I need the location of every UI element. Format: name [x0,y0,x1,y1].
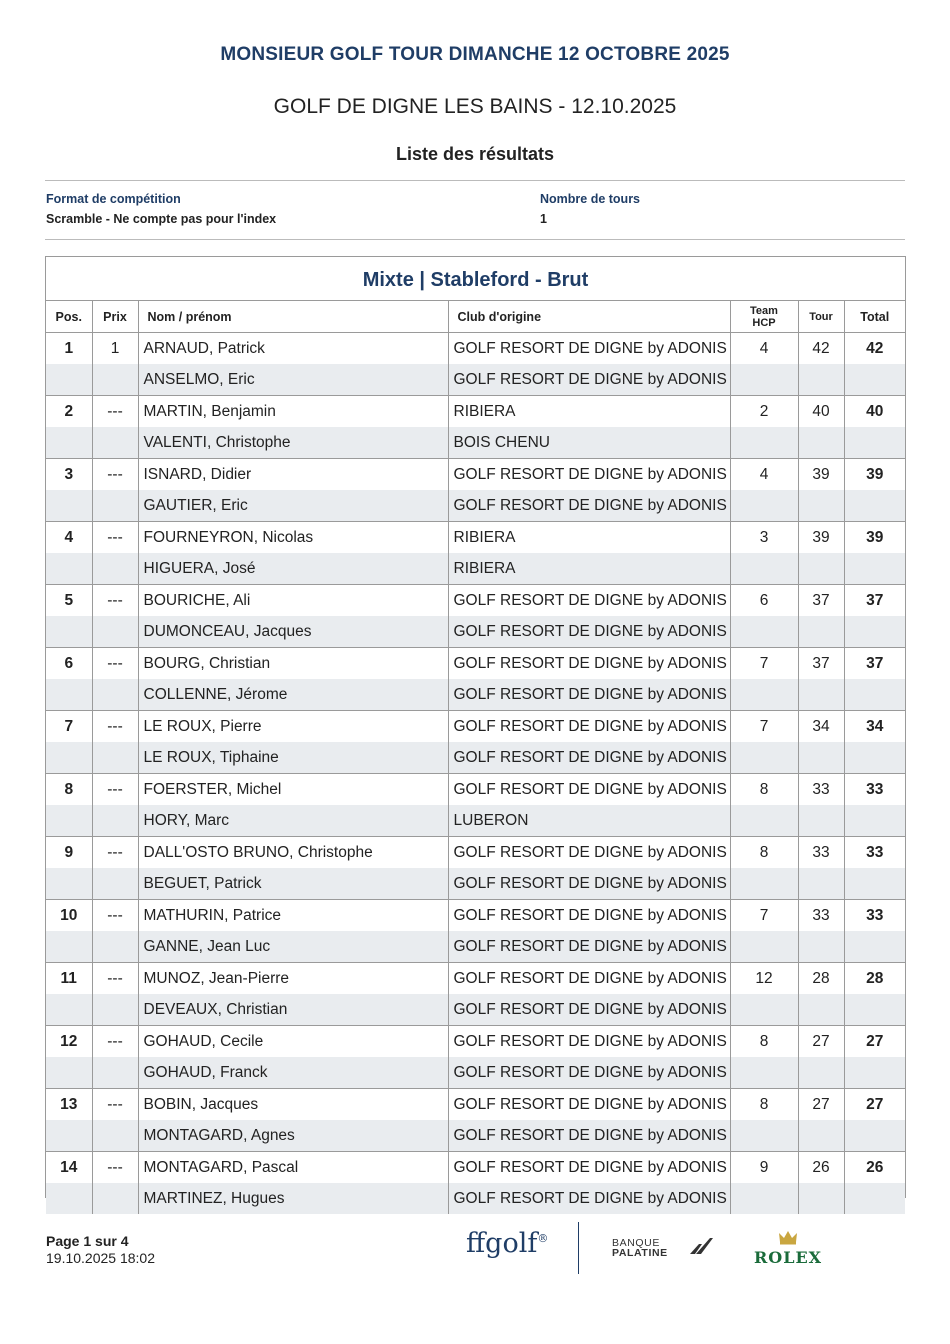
col-header-team: Team [750,304,778,317]
club-cell: GOLF RESORT DE DIGNE by ADONIS [448,364,730,396]
player-name-cell: MUNOZ, Jean-Pierre [138,963,448,995]
team-row-player-2 [46,742,905,774]
club-cell: BOIS CHENU [448,427,730,459]
banque-palatine-logo [612,1238,668,1258]
club-cell: GOLF RESORT DE DIGNE by ADONIS [448,774,730,806]
divider-bottom [45,239,905,240]
tour-cell-empty [798,805,844,837]
prize-cell: --- [92,585,138,617]
prize-cell: --- [92,1026,138,1058]
team-row-player-1 [46,1026,905,1058]
position-cell: 1 [64,339,74,357]
prize-cell: 1 [92,333,138,365]
total-cell: 34 [844,711,905,743]
player-name-cell: DEVEAUX, Christian [138,994,448,1026]
club-cell: GOLF RESORT DE DIGNE by ADONIS [448,963,730,995]
total-cell: 42 [844,333,905,365]
team-row-player-1 [46,711,905,743]
format-info [46,192,276,226]
page-main-title: MONSIEUR GOLF TOUR DIMANCHE 12 OCTOBRE 2025 [220,44,730,65]
prize-cell-empty [92,679,138,711]
player-name-cell: HIGUERA, José [138,553,448,585]
team-hcp-cell-empty [730,1057,798,1089]
team-row-player-1 [46,774,905,806]
player-name-cell: ANSELMO, Eric [138,364,448,396]
position-cell: 13 [46,1089,92,1121]
team-hcp-cell-empty [730,742,798,774]
prize-cell-empty [92,868,138,900]
prize-cell: --- [92,837,138,869]
team-row-player-1 [46,837,905,869]
club-cell: GOLF RESORT DE DIGNE by ADONIS [448,868,730,900]
total-cell-empty [844,490,905,522]
page-number: Page 1 sur 4 [46,1233,129,1249]
team-row-player-2 [46,553,905,585]
prize-cell: --- [92,774,138,806]
total-cell: 33 [844,837,905,869]
col-header-tour: Tour [798,301,844,333]
tour-cell-empty [798,1057,844,1089]
total-cell-empty [844,868,905,900]
team-hcp-cell: 4 [730,333,798,365]
print-date: 19.10.2025 18:02 [46,1250,155,1266]
col-header-club: Club d'origine [448,301,730,333]
team-row-player-2 [46,1183,905,1214]
team-hcp-cell: 8 [730,1089,798,1121]
club-cell: GOLF RESORT DE DIGNE by ADONIS [448,1120,730,1152]
tour-cell: 27 [798,1026,844,1058]
club-cell: GOLF RESORT DE DIGNE by ADONIS [448,994,730,1026]
total-cell: 37 [844,585,905,617]
team-hcp-cell-empty [730,994,798,1026]
position-cell-empty [46,679,92,711]
player-name-cell: MATHURIN, Patrice [138,900,448,932]
prize-cell-empty [92,364,138,396]
prize-cell-empty [92,490,138,522]
position-cell-empty [46,616,92,648]
team-row-player-2 [46,805,905,837]
team-row-player-1 [46,1089,905,1121]
position-cell-empty [46,553,92,585]
tour-cell: 34 [798,711,844,743]
format-value: Scramble - Ne compte pas pour l'index [46,212,277,226]
tour-cell: 37 [798,585,844,617]
col-header-name: Nom / prénom [138,301,448,333]
tour-cell: 39 [798,459,844,491]
position-cell-empty [46,364,92,396]
prize-cell-empty [92,616,138,648]
tour-cell-empty [798,868,844,900]
position-cell-empty [46,490,92,522]
team-hcp-cell: 12 [730,963,798,995]
rounds-label: Nombre de tours [540,192,641,206]
player-name-cell: DALL'OSTO BRUNO, Christophe [138,837,448,869]
prize-cell-empty [92,1183,138,1214]
position-cell: 12 [46,1026,92,1058]
prize-cell-empty [92,427,138,459]
divider-top [45,180,905,181]
rolex-logo: ROLEX [754,1248,823,1267]
position-cell: 11 [46,963,92,995]
team-hcp-cell: 8 [730,1026,798,1058]
team-hcp-cell: 7 [730,900,798,932]
team-hcp-cell: 8 [730,837,798,869]
rounds-value: 1 [540,212,547,226]
tour-cell: 33 [798,837,844,869]
club-cell: GOLF RESORT DE DIGNE by ADONIS [448,648,730,680]
team-hcp-cell: 7 [730,711,798,743]
player-name-cell: DUMONCEAU, Jacques [138,616,448,648]
club-cell: GOLF RESORT DE DIGNE by ADONIS [448,837,730,869]
tour-cell-empty [798,1120,844,1152]
player-name-cell: BOURG, Christian [138,648,448,680]
team-hcp-cell-empty [730,427,798,459]
club-cell: GOLF RESORT DE DIGNE by ADONIS [448,1089,730,1121]
player-name-cell: MARTINEZ, Hugues [138,1183,448,1214]
total-cell: 28 [844,963,905,995]
total-cell: 39 [844,522,905,554]
col-header-prix: Prix [92,301,138,333]
team-row-player-2 [46,868,905,900]
team-hcp-cell-empty [730,805,798,837]
total-cell-empty [844,616,905,648]
team-row-player-1 [46,900,905,932]
player-name-cell: BOBIN, Jacques [138,1089,448,1121]
team-row-player-1 [46,333,905,365]
player-name-cell: MARTIN, Benjamin [138,396,448,428]
team-row-player-2 [46,1057,905,1089]
club-cell: GOLF RESORT DE DIGNE by ADONIS [448,900,730,932]
team-row-player-1 [46,396,905,428]
team-row-player-1 [46,1152,905,1184]
tour-cell: 28 [798,963,844,995]
team-hcp-cell-empty [730,490,798,522]
team-hcp-cell-empty [730,616,798,648]
total-cell: 26 [844,1152,905,1184]
position-cell-empty [46,1120,92,1152]
ffgolf-registered-mark: ® [537,1232,549,1245]
team-hcp-cell: 9 [730,1152,798,1184]
team-row-player-1 [46,585,905,617]
team-hcp-cell-empty [730,364,798,396]
prize-cell-empty [92,1057,138,1089]
total-cell-empty [844,1057,905,1089]
rounds-info [540,192,640,226]
player-name-cell: ARNAUD, Patrick [138,333,448,365]
team-row-player-2 [46,490,905,522]
total-cell-empty [844,679,905,711]
player-name-cell: VALENTI, Christophe [138,427,448,459]
results-frame [45,256,906,1207]
total-cell-empty [844,553,905,585]
prize-cell-empty [92,994,138,1026]
team-row-player-2 [46,616,905,648]
prize-cell: --- [92,1089,138,1121]
team-row-player-2 [46,994,905,1026]
position-cell-empty [46,931,92,963]
team-row-player-2 [46,364,905,396]
club-cell: GOLF RESORT DE DIGNE by ADONIS [448,1057,730,1089]
club-cell: GOLF RESORT DE DIGNE by ADONIS [448,1152,730,1184]
position-cell: 4 [46,522,92,554]
position-cell: 8 [46,774,92,806]
tour-cell: 33 [798,900,844,932]
position-cell: 5 [46,585,92,617]
rolex-crown-icon [778,1229,798,1245]
bank-logo-top: BANQUE [612,1237,660,1249]
position-cell-empty [46,994,92,1026]
col-header-total: Total [844,301,905,333]
prize-cell-empty [92,742,138,774]
team-hcp-cell: 2 [730,396,798,428]
tour-cell-empty [798,364,844,396]
player-name-cell: MONTAGARD, Agnes [138,1120,448,1152]
club-cell: GOLF RESORT DE DIGNE by ADONIS [448,1183,730,1214]
total-cell-empty [844,1183,905,1214]
team-row-player-1 [46,648,905,680]
team-hcp-cell-empty [730,1183,798,1214]
total-cell: 39 [844,459,905,491]
player-name-cell: FOURNEYRON, Nicolas [138,522,448,554]
player-name-cell: COLLENNE, Jérome [138,679,448,711]
player-name-cell: GAUTIER, Eric [138,490,448,522]
team-hcp-cell: 3 [730,522,798,554]
club-cell: GOLF RESORT DE DIGNE by ADONIS [448,679,730,711]
position-cell-empty [46,805,92,837]
position-cell-empty [46,868,92,900]
prize-cell: --- [92,648,138,680]
total-cell-empty [844,364,905,396]
position-cell-empty [46,1183,92,1214]
total-cell: 27 [844,1026,905,1058]
team-hcp-cell: 7 [730,648,798,680]
position-cell-empty [46,742,92,774]
tour-cell-empty [798,427,844,459]
total-cell: 33 [844,900,905,932]
table-header-row [46,301,905,333]
total-cell-empty [844,1120,905,1152]
player-name-cell: LE ROUX, Tiphaine [138,742,448,774]
prize-cell: --- [92,459,138,491]
club-cell: GOLF RESORT DE DIGNE by ADONIS [448,333,730,365]
club-cell: RIBIERA [448,522,730,554]
player-name-cell: BOURICHE, Ali [138,585,448,617]
team-hcp-cell-empty [730,1120,798,1152]
club-cell: GOLF RESORT DE DIGNE by ADONIS [448,742,730,774]
club-cell: GOLF RESORT DE DIGNE by ADONIS [448,585,730,617]
ffgolf-logo-text: ffgolf [466,1228,538,1259]
team-row-player-2 [46,679,905,711]
club-cell: RIBIERA [448,396,730,428]
position-cell: 2 [46,396,92,428]
tour-cell-empty [798,742,844,774]
team-row-player-1 [46,522,905,554]
logo-separator [578,1222,579,1274]
total-cell-empty [844,742,905,774]
results-table [46,301,905,1214]
player-name-cell: ISNARD, Didier [138,459,448,491]
total-cell: 40 [844,396,905,428]
col-header-team-hcp [730,301,798,333]
team-hcp-cell: 6 [730,585,798,617]
total-cell-empty [844,427,905,459]
position-cell: 14 [46,1152,92,1184]
list-title: Liste des résultats [395,144,555,164]
bank-sail-icon [690,1236,714,1256]
prize-cell: --- [92,711,138,743]
total-cell-empty [844,994,905,1026]
player-name-cell: LE ROUX, Pierre [138,711,448,743]
team-hcp-cell-empty [730,868,798,900]
team-hcp-cell-empty [730,679,798,711]
tour-cell: 37 [798,648,844,680]
tour-cell-empty [798,1183,844,1214]
tour-cell-empty [798,994,844,1026]
page-subtitle: GOLF DE DIGNE LES BAINS - 12.10.2025 [273,95,677,118]
player-name-cell: MONTAGARD, Pascal [138,1152,448,1184]
position-cell-empty [46,1057,92,1089]
club-cell: GOLF RESORT DE DIGNE by ADONIS [448,490,730,522]
team-row-player-1 [46,963,905,995]
total-cell: 37 [844,648,905,680]
club-cell: LUBERON [448,805,730,837]
team-hcp-cell-empty [730,553,798,585]
prize-cell: --- [92,963,138,995]
club-cell: GOLF RESORT DE DIGNE by ADONIS [448,459,730,491]
prize-cell: --- [92,900,138,932]
position-cell: 3 [46,459,92,491]
tour-cell: 39 [798,522,844,554]
col-header-hcp: HCP [752,316,776,329]
col-header-pos: Pos. [46,301,92,333]
team-hcp-cell: 8 [730,774,798,806]
results-body [46,333,905,1215]
prize-cell: --- [92,1152,138,1184]
player-name-cell: GOHAUD, Cecile [138,1026,448,1058]
position-cell: 7 [46,711,92,743]
position-cell: 6 [46,648,92,680]
prize-cell-empty [92,1120,138,1152]
position-cell: 10 [46,900,92,932]
position-cell-empty [46,427,92,459]
total-cell: 27 [844,1089,905,1121]
tour-cell: 27 [798,1089,844,1121]
tour-cell-empty [798,931,844,963]
position-cell: 9 [46,837,92,869]
team-row-player-2 [46,1120,905,1152]
tour-cell-empty [798,490,844,522]
prize-cell: --- [92,522,138,554]
category-title: Mixte | Stableford - Brut [46,257,905,301]
team-row-player-1 [46,459,905,491]
team-hcp-cell-empty [730,931,798,963]
format-label: Format de compétition [46,192,181,206]
player-name-cell: HORY, Marc [138,805,448,837]
prize-cell-empty [92,931,138,963]
tour-cell: 42 [798,333,844,365]
club-cell: GOLF RESORT DE DIGNE by ADONIS [448,616,730,648]
total-cell-empty [844,931,905,963]
player-name-cell: GOHAUD, Franck [138,1057,448,1089]
club-cell: GOLF RESORT DE DIGNE by ADONIS [448,711,730,743]
player-name-cell: FOERSTER, Michel [138,774,448,806]
tour-cell: 40 [798,396,844,428]
club-cell: GOLF RESORT DE DIGNE by ADONIS [448,1026,730,1058]
tour-cell-empty [798,553,844,585]
tour-cell-empty [798,679,844,711]
club-cell: GOLF RESORT DE DIGNE by ADONIS [448,931,730,963]
team-row-player-2 [46,931,905,963]
prize-cell: --- [92,396,138,428]
total-cell: 33 [844,774,905,806]
team-row-player-2 [46,427,905,459]
team-hcp-cell: 4 [730,459,798,491]
ffgolf-logo [466,1228,548,1259]
prize-cell-empty [92,553,138,585]
prize-cell-empty [92,805,138,837]
tour-cell-empty [798,616,844,648]
player-name-cell: BEGUET, Patrick [138,868,448,900]
bank-logo-bottom: PALATINE [612,1247,668,1259]
tour-cell: 33 [798,774,844,806]
club-cell: RIBIERA [448,553,730,585]
tour-cell: 26 [798,1152,844,1184]
total-cell-empty [844,805,905,837]
player-name-cell: GANNE, Jean Luc [138,931,448,963]
